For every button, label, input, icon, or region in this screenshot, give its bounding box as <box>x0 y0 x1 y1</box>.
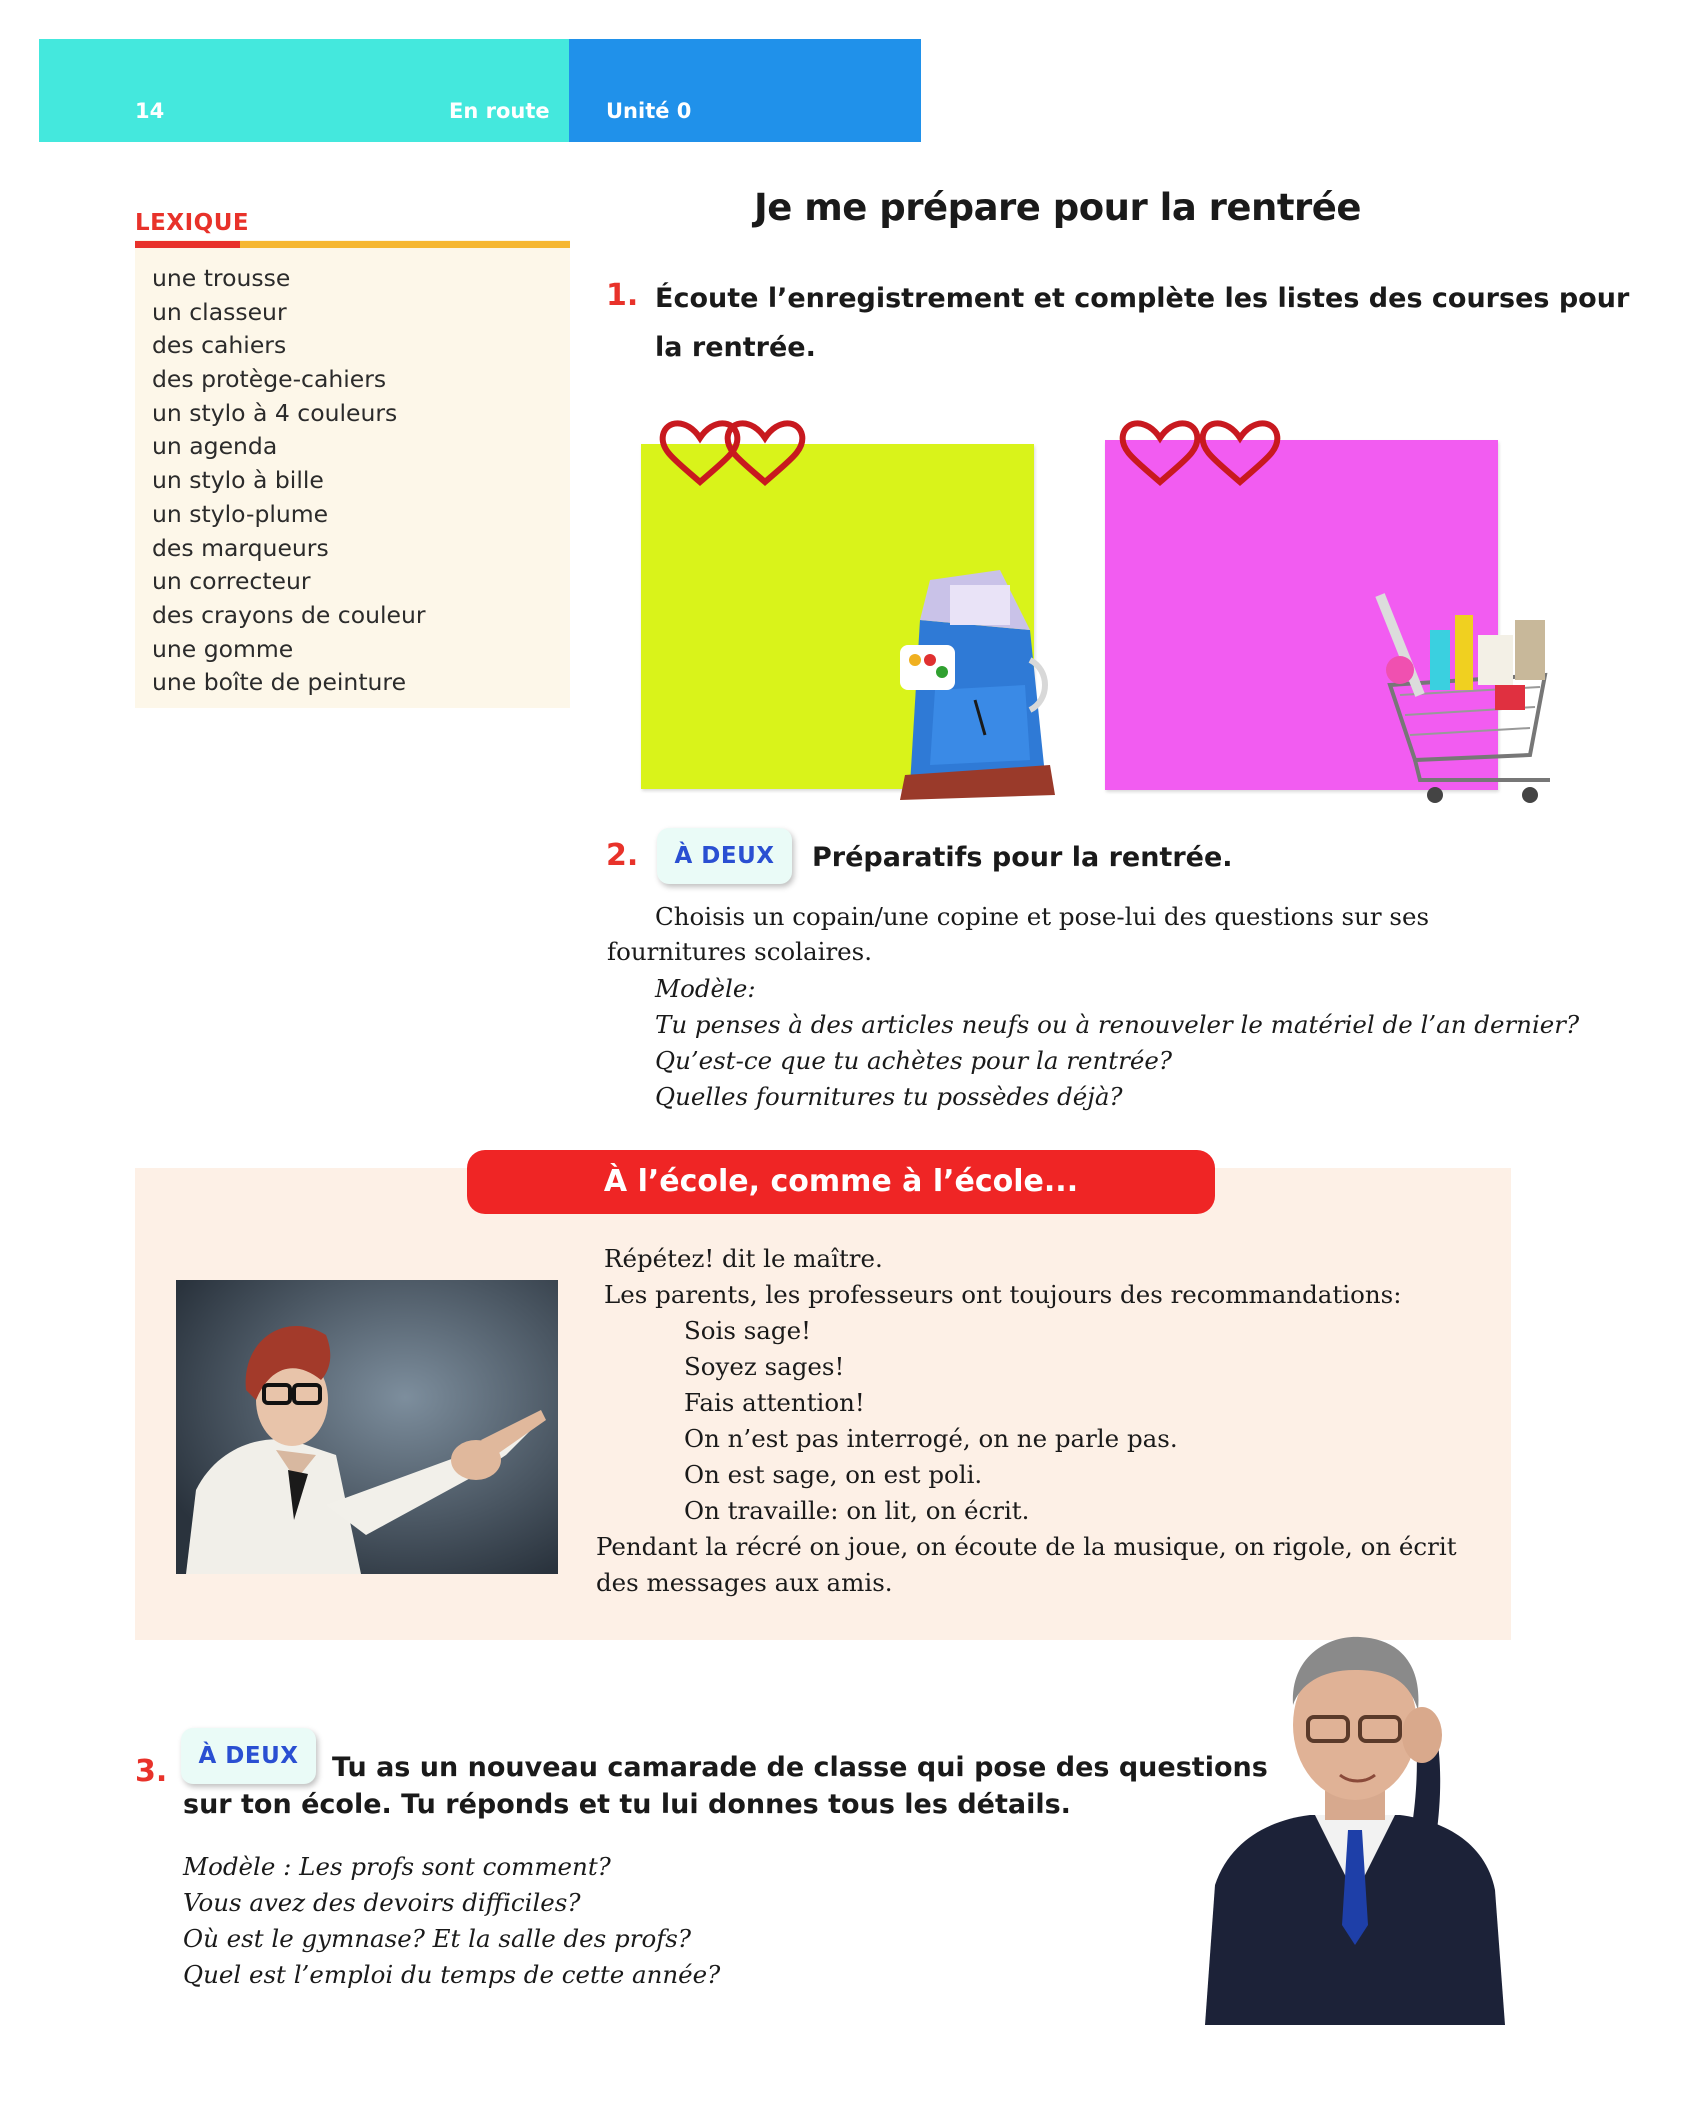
exercise-2-text-line1: Choisis un copain/une copine et pose-lui des questions sur ses <box>655 902 1430 931</box>
lexique-item: un agenda <box>152 432 278 461</box>
a-deux-badge: À DEUX <box>181 1728 316 1784</box>
teacher-photo <box>176 1280 558 1574</box>
exercise-1-number: 1. <box>606 278 639 313</box>
lexique-item: des marqueurs <box>152 533 329 562</box>
header-bar-left <box>39 39 569 142</box>
ecole-line1: Répétez! dit le maître. <box>604 1244 883 1273</box>
exercise-2-text-line2: fournitures scolaires. <box>607 937 873 966</box>
ecole-recommendation: On n’est pas interrogé, on ne parle pas. <box>684 1424 1178 1453</box>
lexique-item: une boîte de peinture <box>152 668 407 697</box>
lexique-underline-red <box>135 241 240 248</box>
exercise-2-question: Tu penses à des articles neufs ou à renouveler le matériel de l’an dernier? <box>655 1010 1580 1039</box>
exercise-2-model-label: Modèle: <box>655 974 756 1003</box>
page-title: Je me prépare pour la rentrée <box>754 186 1361 229</box>
ecole-recommendation: Soyez sages! <box>684 1352 845 1381</box>
exercise-3-question: Quel est l’emploi du temps de cette année? <box>183 1960 721 1989</box>
header-bar-right <box>569 39 921 142</box>
header-unit: Unité 0 <box>606 99 692 123</box>
lexique-item: un classeur <box>152 297 287 326</box>
ecole-line2: Les parents, les professeurs ont toujours des recommandations: <box>604 1280 1402 1309</box>
exercise-3-question: Modèle : Les profs sont comment? <box>183 1852 611 1881</box>
page-number: 14 <box>135 99 165 123</box>
a-deux-badge: À DEUX <box>657 828 792 884</box>
exercise-3-number: 3. <box>135 1754 168 1789</box>
exercise-3-text-line1: Tu as un nouveau camarade de classe qui pose des questions <box>332 1752 1268 1783</box>
backpack-icon <box>880 560 1065 800</box>
exercise-1-instruction-line2: la rentrée. <box>655 332 816 363</box>
ecole-recommendation: Fais attention! <box>684 1388 865 1417</box>
exercise-1-instruction-line1: Écoute l’enregistrement et complète les listes des courses pour <box>655 283 1630 314</box>
lexique-item: des protège-cahiers <box>152 365 387 394</box>
exercise-2-question: Qu’est-ce que tu achètes pour la rentrée? <box>655 1046 1172 1075</box>
lexique-item: une gomme <box>152 634 294 663</box>
lexique-item: un correcteur <box>152 567 311 596</box>
shopping-cart-icon <box>1360 575 1575 810</box>
heart-clips-icon <box>1115 410 1305 490</box>
lexique-title: LEXIQUE <box>135 210 250 236</box>
ecole-closing-line2: des messages aux amis. <box>596 1568 893 1597</box>
lexique-underline-yellow <box>240 241 570 248</box>
exercise-2-question: Quelles fournitures tu possèdes déjà? <box>655 1082 1123 1111</box>
exercise-3-text-line2: sur ton école. Tu réponds et tu lui donnes tous les détails. <box>183 1789 1071 1820</box>
ecole-recommendation: Sois sage! <box>684 1316 811 1345</box>
exercise-2-number: 2. <box>606 838 639 873</box>
lexique-item: une trousse <box>152 264 291 292</box>
lexique-list <box>152 262 426 700</box>
lexique-item: un stylo à 4 couleurs <box>152 398 398 427</box>
ecole-banner: À l’école, comme à l’école... <box>467 1150 1215 1214</box>
ecole-recommendation: On travaille: on lit, on écrit. <box>684 1496 1030 1525</box>
exercise-2-title: Préparatifs pour la rentrée. <box>812 842 1233 873</box>
lexique-item: des cahiers <box>152 331 287 360</box>
lexique-item: un stylo à bille <box>152 466 324 495</box>
exercise-3-question: Vous avez des devoirs difficiles? <box>183 1888 581 1917</box>
exercise-3-question: Où est le gymnase? Et la salle des profs? <box>183 1924 691 1953</box>
ecole-recommendation: On est sage, on est poli. <box>684 1460 983 1489</box>
header-section: En route <box>449 99 550 123</box>
lexique-item: un stylo-plume <box>152 499 329 528</box>
ecole-closing-line1: Pendant la récré on joue, on écoute de la musique, on rigole, on écrit <box>596 1532 1457 1561</box>
heart-clips-icon <box>655 410 835 490</box>
lexique-item: des crayons de couleur <box>152 600 426 629</box>
professor-photo <box>1200 1625 1510 2025</box>
